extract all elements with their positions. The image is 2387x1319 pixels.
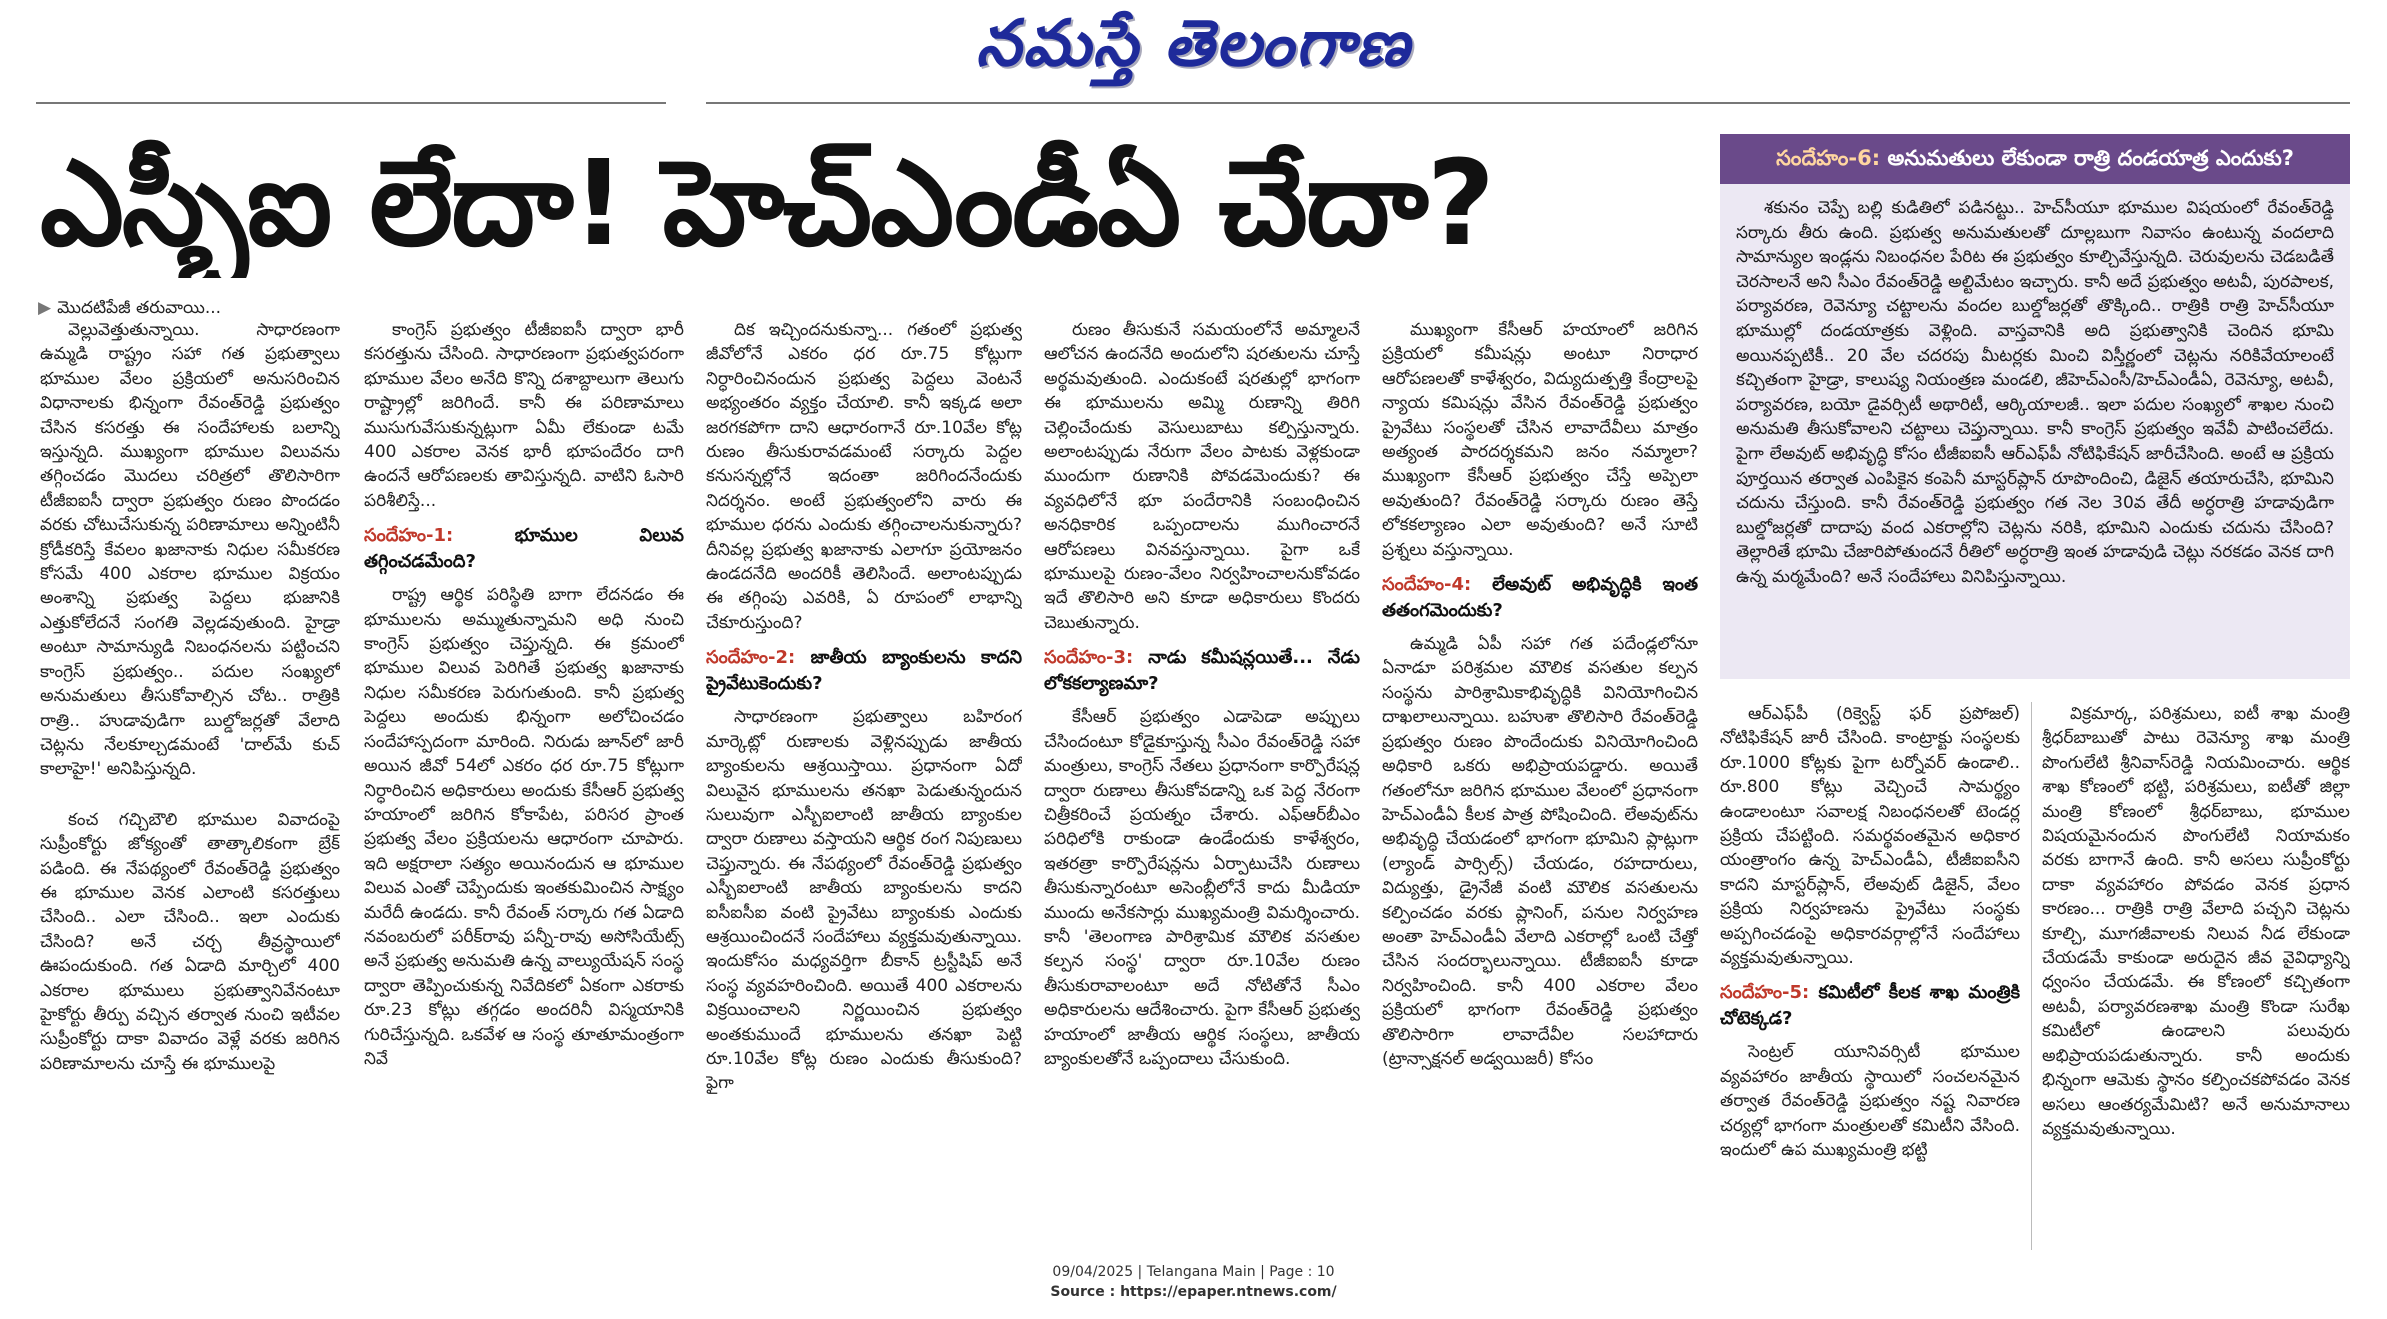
- subheading-key: సందేహం-2:: [706, 647, 796, 669]
- column-1: [40, 318, 340, 1248]
- subheading-text: జాతీయ బ్యాంకులను కాదని ప్రైవేటుకెందుకు?: [706, 647, 1022, 695]
- subheading-doubt-5: [1720, 980, 2020, 1032]
- paragraph: కాంగ్రెస్ ప్రభుత్వం టీజీఐఐసీ ద్వారా భారీ కసరత్తును చేసింది. సాధారణంగా ప్రభుత్వపరంగా భూముల వేలం అనేది కొన్ని దశాబ్దాలుగా తెలుగు రాష్ట్రాల్లో జరిగిందే. కానీ ఈ పరిణామాలు ముసుగువేసుకున్నట్లుగా ఏమీ లేకుండా టమే 400 ఎకరాల వెనక భారీ భూపందేరం దాగి ఉందనే ఆరోపణలకు తావిస్తున్నది. వాటిని ఓసారి పరిశీలిస్తే...: [364, 320, 684, 511]
- paragraph: కేసీఆర్ ప్రభుత్వం ఎడాపెడా అప్పులు చేసిందంటూ కోడైకూస్తున్న సీఎం రేవంత్‌రెడ్డి సహా మంత్రులు, కాంగ్రెస్ నేతలు ప్రధానంగా కార్పొరేషన్ల ద్వారా రుణాలు తీసుకోవడాన్ని ఒక పెద్ద నేరంగా చిత్రీకరించే ప్రయత్నం చేశారు. ఎఫ్ఆర్‌బీఎం పరిధిలోకి రాకుండా ఉండేందుకు కాళేశ్వరం, ఇతరత్రా కార్పొరేషన్లను ఏర్పాటుచేసి రుణాలు తీసుకున్నారంటూ అసెంబ్లీలోనే కాదు మీడియా ముందు అనేకసార్లు ముఖ్యమంత్రి విమర్శించారు. కానీ 'తెలంగాణ పారిశ్రామిక మౌలిక వసతుల కల్పన సంస్థ' ద్వారా రూ.10వేల రుణం తీసుకురావాలంటూ అదే నోటితోనే సీఎం అధికారులను ఆదేశించారు. పైగా కేసీఆర్ ప్రభుత్వ హయాంలో జాతీయ ఆర్థిక సంస్థలు, జాతీయ బ్యాంకులతోనే ఒప్పందాలు చేసుకుంది.: [1044, 707, 1360, 1069]
- subheading-doubt-2: [706, 645, 1022, 697]
- triangle-icon: ▶: [38, 298, 52, 318]
- masthead-rule-right: [706, 102, 2350, 104]
- subheading-doubt-1: [364, 523, 684, 575]
- paragraph: రుణం తీసుకునే సమయంలోనే అమ్మాలనే ఆలోచన ఉందనేది అందులోని షరతులను చూస్తే అర్థమవుతుంది. ఎందుకంటే షరతుల్లో భాగంగా ఈ భూములను అమ్మి రుణాన్ని తిరిగి చెల్లించేందుకు వెసులుబాటు కల్పిస్తున్నారు. అలాంటప్పుడు నేరుగా వేలం పాటకు వెళ్లకుండా ముందుగా రుణానికి పోవడమెందుకు? ఈ వ్యవధిలోనే భూ పందేరానికి సంబంధించిన అనధికారిక ఒప్పందాలను ముగించారనే ఆరోపణలు వినవస్తున్నాయి. పైగా ఒకే భూములపై రుణం-వేలం నిర్వహించాలనుకోవడం ఇదే తొలిసారి అని కూడా అధికారులు కొందరు చెబుతున్నారు.: [1044, 320, 1360, 633]
- paragraph: ముఖ్యంగా కేసీఆర్ హయాంలో జరిగిన ప్రక్రియలో కమీషన్లు అంటూ నిరాధార ఆరోపణలతో కాళేశ్వరం, విద్యుదుత్పత్తి కేంద్రాలపై న్యాయ కమిషన్లు వేసిన రేవంత్‌రెడ్డి ప్రభుత్వం ప్రైవేటు సంస్థలతో చేసిన లావాదేవీలు మాత్రం అత్యంత పారదర్శకమని జనం నమ్మాలా? ముఖ్యంగా కేసీఆర్ ప్రభుత్వం చేస్తే అప్పెలా అవుతుంది? రేవంత్‌రెడ్డి సర్కారు రుణం తెస్తే లోకకల్యాణం ఎలా అవుతుంది? అనే సూటి ప్రశ్నలు వస్తున్నాయి.: [1382, 320, 1698, 560]
- column-4: [1044, 318, 1360, 1248]
- column-5: [1382, 318, 1698, 1248]
- column-3: [706, 318, 1022, 1248]
- column-6: [1720, 702, 2020, 1250]
- paragraph: రాష్ట్ర ఆర్థిక పరిస్థితి బాగా లేదనడం ఈ భూములను అమ్ముతున్నామని అధి నుంచి కాంగ్రెస్ ప్రభుత్వం చెప్తున్నది. ఈ క్రమంలో భూముల విలువ పెరిగితే ప్రభుత్వ ఖజానాకు నిధుల సమీకరణ పెరుగుతుంది. కానీ ప్రభుత్వ పెద్దలు అందుకు భిన్నంగా అలోచించడం సందేహాస్పదంగా మారింది. నిరుడు జూన్‌లో జారీ అయిన జీవో 54లో ఎకరం ధర రూ.75 కోట్లుగా నిర్ధారించిన అధికారులు అందుకు కేసీఆర్ ప్రభుత్వ హయాంలో జరిగిన కోకాపేట, పరిసర ప్రాంత ప్రభుత్వ వేలం ప్రక్రియలను ఆధారంగా చూపారు. ఇది అక్షరాలా సత్యం అయినందున ఆ భూముల విలువ ఎంతో చెప్పేందుకు ఇంతకుమించిన సాక్ష్యం మరేదీ ఉండదు. కానీ రేవంత్ సర్కారు గత ఏడాది నవంబరులో పరీక్‌రావు పన్నీ-రావు అసోసియేట్స్ అనే ప్రభుత్వ అనుమతి ఉన్న వాల్యుయేషన్ సంస్థ ద్వారా తెప్పించుకున్న నివేదికలో ఏకంగా ఎకరాకు రూ.23 కోట్లు తగ్గడం అందరినీ విస్మయానికి గురిచేస్తున్నది. ఒకవేళ ఆ సంస్థ తూతూమంత్రంగా నివే: [364, 585, 684, 1069]
- subheading-text: లేఅవుట్ అభివృద్ధికి ఇంత తతంగమెందుకు?: [1382, 574, 1698, 622]
- paragraph: వెల్లువెత్తుతున్నాయి. సాధారణంగా ఉమ్మడి రాష్ట్రం సహా గత ప్రభుత్వాలు భూముల వేలం ప్రక్రియలో అనుసరించిన విధానాలకు భిన్నంగా రేవంత్‌రెడ్డి ప్రభుత్వం చేసిన కసరత్తు ఈ సందేహాలకు బలాన్ని ఇస్తున్నది. ముఖ్యంగా భూముల విలువను తగ్గించడం మొదలు చరిత్రలో తొలిసారిగా టీజీఐఐసీ ద్వారా ప్రభుత్వం రుణం పొందడం వరకు చోటుచేసుకున్న పరిణామాలు అన్నింటినీ క్రోడీకరిస్తే కేవలం ఖజానాకు నిధుల సమీకరణ కోసమే 400 ఎకరాల భూముల విక్రయం అంశాన్ని ప్రభుత్వ పెద్దలు భుజానికి ఎత్తుకోలేదనే సంగతి వెల్లడవుతుంది. హైడ్రా అంటూ సామాన్యుడి నిబంధనలను పట్టించని కాంగ్రెస్ ప్రభుత్వం.. పదుల సంఖ్యలో అనుమతులు తీసుకోవాల్సిన చోట.. రాత్రికి రాత్రి.. హుడావుడిగా బుల్డోజర్లతో వేలాది చెట్లను నేలకూల్చడమంటే 'దాల్‌మే కుచ్ కాలాహై!' అనిపిస్తున్నది.: [40, 320, 340, 780]
- subheading-text: నాడు కమీషన్లయితే... నేడు లోకకల్యాణమా?: [1044, 647, 1360, 695]
- subheading-key: సందేహం-4:: [1382, 574, 1472, 596]
- sidebar-body: శకునం చెప్పే బల్లి కుడితిలో పడినట్టు.. హెచ్‌సీయూ భూముల విషయంలో రేవంత్‌రెడ్డి సర్కారు తీరు ఉంది. ప్రభుత్వ అనుమతులతో దూల్లబుగా నివాసం ఉంటున్న వందలాది సామాన్యుల ఇండ్లను నిబంధనల పేరిట ఈ ప్రభుత్వం కూల్చివేస్తున్నది. చెరువులను చెడబడితే చెరసాలనే అని సీఎం రేవంత్‌రెడ్డి అల్టిమేటం ఇచ్చారు. కానీ అదే ప్రభుత్వం అటవీ, పురపాలక, పర్యావరణ, రెవెన్యూ చట్టాలను వందల బుల్డోజర్లతో తొక్కింది.. రాత్రికి రాత్రి హెచ్‌సీయూ భూముల్లో దండయాత్రకు వెళ్లింది. వాస్తవానికి అది ప్రభుత్వానికి చెందిన భూమి అయినప్పటికీ.. 20 వేల చదరపు మీటర్లకు మించి విస్తీర్ణంలో చెట్లను నరికివేయాలంటే కచ్చితంగా హైడ్రా, కాలుష్య నియంత్రణ మండలి, జీహెచ్ఎంసీ/హెచ్ఎండీఏ, రెవెన్యూ, అటవీ, పర్యావరణ, బయో డైవర్సిటీ అథారిటీ, ఆర్కియాలజీ.. ఇలా పదుల సంఖ్యలో శాఖల నుంచి అనుమతి తీసుకోవాలని చట్టాలు చెప్తున్నాయి. కానీ కాంగ్రెస్ ప్రభుత్వం ఇవేవీ పాటించలేదు. పైగా లేఅవుట్ అభివృద్ధి కోసం టీజీఐఐసీ ఆర్ఎఫ్‌పీ నోటిఫికేషన్ జారీచేసింది. అంటే ఆ ప్రక్రియ పూర్తయిన తర్వాత ఎంపికైన కంపెనీ మాస్టర్‌ప్లాన్ రూపొందించి, డిజైన్ తయారుచేసి, భూమిని చదును చేస్తుంది. కానీ రేవంత్‌రెడ్డి ప్రభుత్వం గత నెల 30వ తేదీ అర్ధరాత్రి హడావుడిగా బుల్డోజర్లతో దాదాపు వంద ఎకరాల్లోని చెట్లను నరికి, భూమిని ఎందుకు చదును చేసింది? తెల్లారితే భూమి చేజారిపోతుందనే రీతిలో అర్ధరాత్రి ఇంత హడావుడి చెట్లు నరకడం వెనక దాగి ఉన్న మర్మమేంది? అనే సందేహాలు వినిపిస్తున్నాయి.: [1736, 198, 2334, 587]
- paragraph: ఆర్ఎఫ్‌పీ (రిక్వెస్ట్ ఫర్ ప్రపోజల్) నోటిఫికేషన్ జారీ చేసింది. కాంట్రాక్టు సంస్థలకు రూ.1000 కోట్లకు పైగా టర్నోవర్ ఉండాలి.. రూ.800 కోట్లు వెచ్చించే సామర్థ్యం ఉండాలంటూ సవాలక్ష నిబంధనలతో టెండర్ల ప్రక్రియ చేపట్టింది. సమర్థవంతమైన అధికార యంత్రాంగం ఉన్న హెచ్ఎండీఏ, టీజీఐఐసీని కాదని మాస్టర్‌ప్లాన్, లేఅవుట్ డిజైన్, వేలం ప్రక్రియ నిర్వహణను ప్రైవేటు సంస్థకు అప్పగించడంపై అధికారవర్గాల్లోనే సందేహాలు వ్యక్తమవుతున్నాయి.: [1720, 704, 2020, 969]
- sidebar-heading-key: సందేహం-6:: [1776, 146, 1881, 170]
- subheading-doubt-3: [1044, 645, 1360, 697]
- sidebar-heading: [1720, 138, 2350, 184]
- footer-source-link[interactable]: Source : https://epaper.ntnews.com/: [1050, 1284, 1337, 1300]
- column-2: [364, 318, 684, 1248]
- masthead: [0, 0, 2387, 96]
- sidebar-box-doubt-6: [1720, 134, 2350, 679]
- column-7: [2042, 702, 2350, 1250]
- headline: ఎస్బీఐ లేదా! హెచ్ఎండీఏ చేదా?: [40, 134, 1494, 272]
- sidebar-heading-text: అనుమతులు లేకుండా రాత్రి దండయాత్ర ఎందుకు?: [1887, 146, 2294, 170]
- masthead-rule-left: [36, 102, 666, 104]
- column-divider: [2031, 702, 2032, 1250]
- footer: [0, 1262, 2387, 1302]
- paragraph: దిక ఇచ్చిందనుకున్నా... గతంలో ప్రభుత్వ జీవోలోనే ఎకరం ధర రూ.75 కోట్లుగా నిర్ధారించినందున ప్రభుత్వ పెద్దలు వెంటనే అభ్యంతరం వ్యక్తం చేయాలి. కానీ ఇక్కడ అలా జరగకపోగా దాని ఆధారంగానే రూ.10వేల కోట్ల రుణం తీసుకురావడమంటే సర్కారు పెద్దల కనుసన్నల్లోనే ఇదంతా జరిగిందనేందుకు నిదర్శనం. అంటే ప్రభుత్వంలోని వారు ఈ భూముల ధరను ఎందుకు తగ్గించాలనుకున్నారు? దీనివల్ల ప్రభుత్వ ఖజానాకు ఎలాగూ ప్రయోజనం ఉండదనేది అందరికీ తెలిసిందే. అలాంటప్పుడు ఈ తగ్గింపు ఎవరికి, ఏ రూపంలో లాభాన్ని చేకూరుస్తుంది?: [706, 320, 1022, 633]
- subheading-text: భూముల విలువ తగ్గించడమేంది?: [364, 525, 684, 573]
- subheading-doubt-4: [1382, 572, 1698, 624]
- footer-date-line: 09/04/2025 | Telangana Main | Page : 10: [1052, 1264, 1335, 1280]
- paragraph: ఉమ్మడి ఏపీ సహా గత పదేండ్లలోనూ ఏనాడూ పరిశ్రమల మౌలిక వసతుల కల్పన సంస్థను పారిశ్రామికాభివృద్ధికి వినియోగించిన దాఖలాలున్నాయి. బహుశా తొలిసారి రేవంత్‌రెడ్డి ప్రభుత్వం రుణం పొందేందుకు వినియోగించింది అధికారి ఒకరు అభిప్రాయపడ్డారు. అయితే గతంలోనూ జరిగిన భూముల వేలంలో ప్రధానంగా హెచ్ఎండీఏ కీలక పాత్ర పోషించింది. లేఅవుట్‌ను అభివృద్ధి చేయడంలో భాగంగా భూమిని ప్లాట్లుగా (ల్యాండ్ పార్సిల్స్) చేయడం, రహదారులు, విద్యుత్తు, డ్రైనేజీ వంటి మౌలిక వసతులను కల్పించడం వరకు ప్లానింగ్, పనుల నిర్వహణ అంతా హెచ్ఎండీఏ వేలాది ఎకరాల్లో ఒంటి చేత్తో చేసిన సందర్భాలున్నాయి. టీజీఐఐసీ కూడా నిర్వహించింది. కానీ 400 ఎకరాల వేలం ప్రక్రియలో భాగంగా రేవంత్‌రెడ్డి ప్రభుత్వం తొలిసారిగా లావాదేవీల సలహాదారు (ట్రాన్సాక్షనల్ అడ్వయిజరీ) కోసం: [1382, 634, 1698, 1069]
- paragraph: విక్రమార్క, పరిశ్రమలు, ఐటీ శాఖ మంత్రి శ్రీధర్‌బాబుతో పాటు రెవెన్యూ శాఖ మంత్రి పొంగులేటి శ్రీనివాస్‌రెడ్డి నియమించారు. ఆర్థిక శాఖ కోణంలో భట్టి, పరిశ్రమలు, ఐటీతో జిల్లా మంత్రి కోణంలో శ్రీధర్‌బాబు, భూముల విషయమైనందున పొంగులేటి నియామకం వరకు బాగానే ఉంది. కానీ అసలు సుప్రీంకోర్టు దాకా వ్యవహారం పోవడం వెనక ప్రధాన కారణం... రాత్రికి రాత్రి వేలాది పచ్చని చెట్లను కూల్చి, మూగజీవాలకు నిలువ నీడ లేకుండా చేయడమే కాకుండా అరుదైన జీవ వైవిధ్యాన్ని ధ్వంసం చేయడమే. ఈ కోణంలో కచ్చితంగా అటవీ, పర్యావరణశాఖ మంత్రి కొండా సురేఖ కమిటీలో ఉండాలని పలువురు అభిప్రాయపడుతున్నారు. కానీ అందుకు భిన్నంగా ఆమెకు స్థానం కల్పించకపోవడం వెనక అసలు ఆంతర్యమేమిటి? అనే అనుమానాలు వ్యక్తమవుతున్నాయి.: [2042, 704, 2350, 1139]
- subheading-text: కమిటీలో కీలక శాఖ మంత్రికి చోటెక్కడ?: [1720, 982, 2020, 1030]
- subheading-key: సందేహం-5:: [1720, 982, 1810, 1004]
- jump-label-text: మొదటిపేజీ తరువాయి...: [57, 298, 222, 318]
- subheading-key: సందేహం-3:: [1044, 647, 1134, 669]
- subheading-key: సందేహం-1:: [364, 525, 454, 547]
- paragraph: సాధారణంగా ప్రభుత్వాలు బహిరంగ మార్కెట్లో రుణాలకు వెళ్లినప్పుడు జాతీయ బ్యాంకులను ఆశ్రయిస్తాయి. ప్రధానంగా ఏదో విలువైన భూములను తనఖా పెడుతున్నందున సులువుగా ఎస్బీఐలాంటి జాతీయ బ్యాంకుల ద్వారా రుణాలు వస్తాయని ఆర్థిక రంగ నిపుణులు చెప్తున్నారు. ఈ నేపథ్యంలో రేవంత్‌రెడ్డి ప్రభుత్వం ఎస్బీఐలాంటి జాతీయ బ్యాంకులను కాదని ఐసీఐసీఐ వంటి ప్రైవేటు బ్యాంకుకు ఎందుకు ఆశ్రయించిందనే సందేహాలు వ్యక్తమవుతున్నాయి. ఇందుకోసం మధ్యవర్తిగా బీకాన్ ట్రస్టీషిప్ అనే సంస్థ వ్యవహరించింది. అయితే 400 ఎకరాలను విక్రయించాలని నిర్ణయించిన ప్రభుత్వం అంతకుముందే భూములను తనఖా పెట్టి రూ.10వేల కోట్ల రుణం ఎందుకు తీసుకుంది? ఫైగా: [706, 707, 1022, 1094]
- paragraph: సెంట్రల్ యూనివర్సిటీ భూముల వ్యవహారం జాతీయ స్థాయిలో సంచలనమైన తర్వాత రేవంత్‌రెడ్డి ప్రభుత్వం నష్ట నివారణ చర్యల్లో భాగంగా మంత్రులతో కమిటీని వేసింది. ఇందులో ఉప ముఖ్యమంత్రి భట్టి: [1720, 1042, 2020, 1161]
- newspaper-logo: నమస్తే తెలంగాణ: [975, 6, 1412, 81]
- paragraph: కంచ గచ్చిబౌలి భూముల వివాదంపై సుప్రీంకోర్టు జోక్యంతో తాత్కాలికంగా బ్రేక్ పడింది. ఈ నేపథ్యంలో రేవంత్‌రెడ్డి ప్రభుత్వం ఈ భూముల వెనక ఎలాంటి కసరత్తులు చేసింది.. ఎలా చేసింది.. ఇలా ఎందుకు చేసింది? అనే చర్చ తీవ్రస్థాయిలో ఊపందుకుంది. గత ఏడాది మార్చిలో 400 ఎకరాల భూములు ప్రభుత్వానివేనంటూ హైకోర్టు తీర్పు వచ్చిన తర్వాత నుంచి ఇటీవల సుప్రీంకోర్టు దాకా వివాదం వెళ్లే వరకు జరిగిన పరిణామాలను చూస్తే ఈ భూములపై: [40, 809, 340, 1074]
